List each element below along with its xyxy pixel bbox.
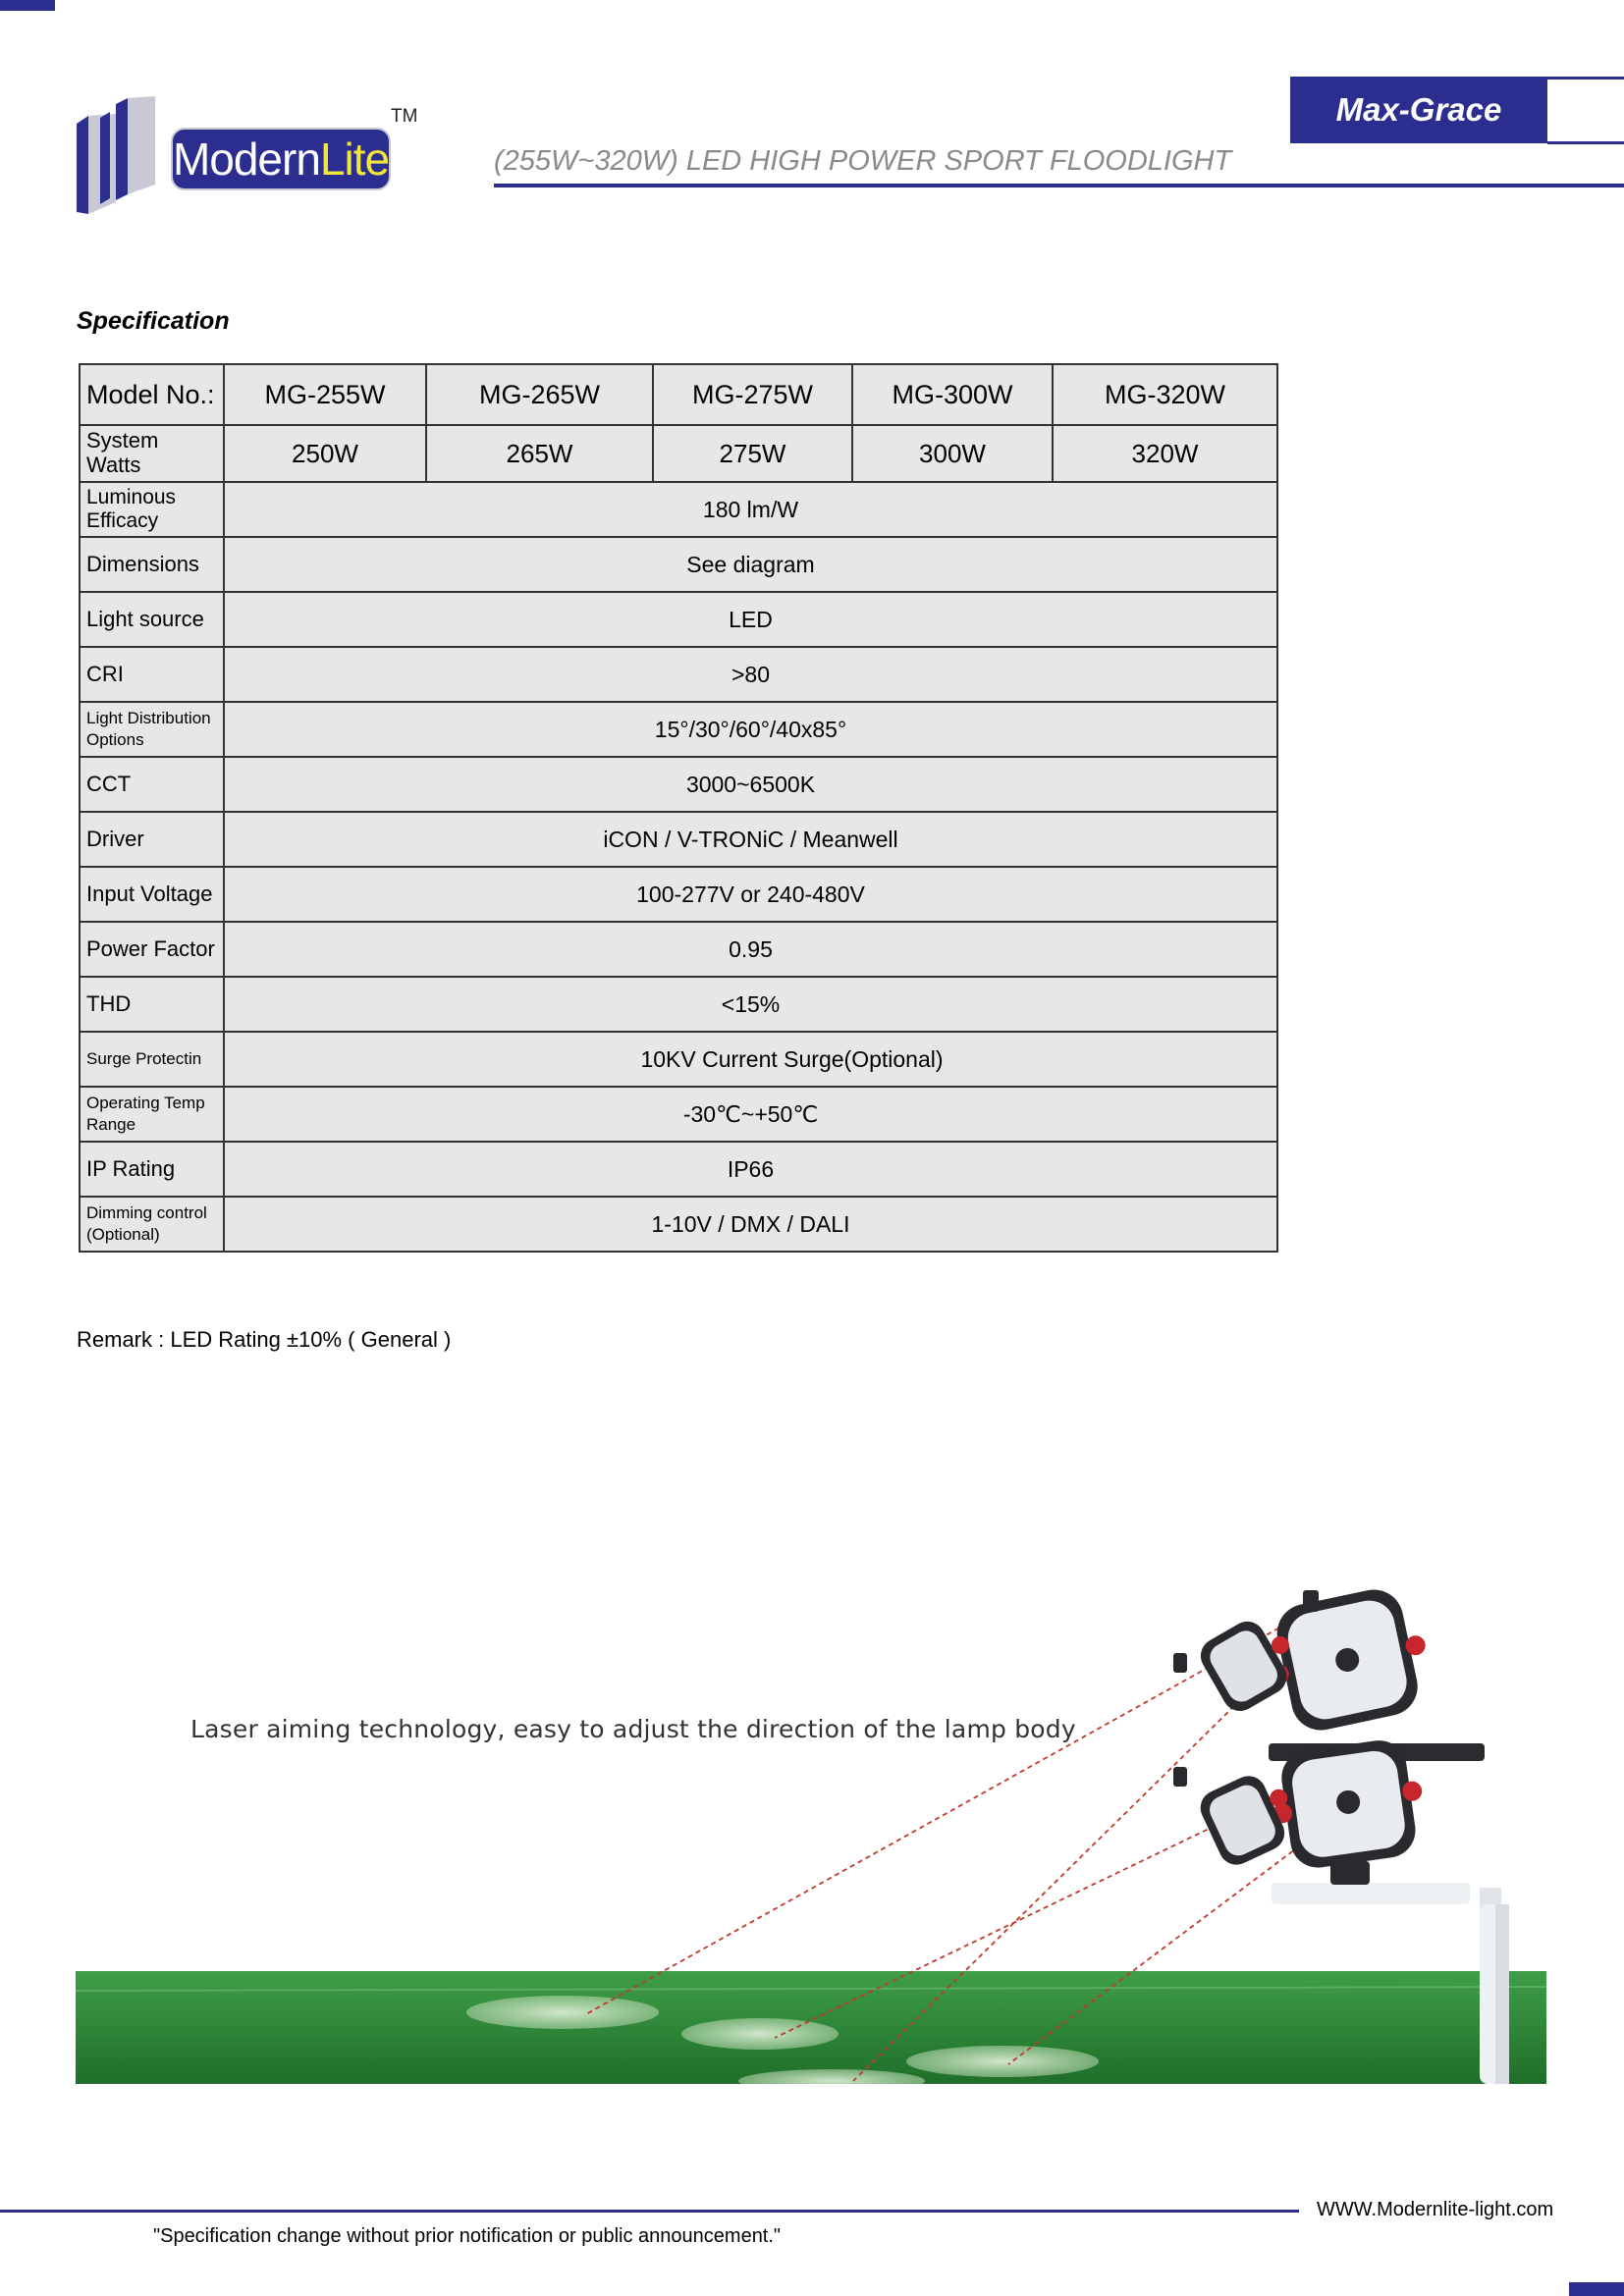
row-label-watts: System Watts [80,425,224,482]
row-value: 180 lm/W [224,482,1277,537]
brand-rule-bottom [1547,141,1624,144]
logo-word-lite: Lite [319,133,390,185]
row-value: 3000~6500K [224,757,1277,812]
row-label: CRI [80,647,224,702]
table-row [80,1142,1277,1197]
row-value: 15°/30°/60°/40x85° [224,702,1277,757]
logo-trademark: TM [391,106,418,127]
model-cell: MG-320W [1053,364,1277,425]
table-row-model [80,364,1277,425]
brand-rule-top [1547,77,1624,80]
row-value: IP66 [224,1142,1277,1197]
footer-rule [0,2210,1299,2213]
table-row [80,977,1277,1032]
floodlight-upper-large [1256,1581,1437,1739]
row-label: Surge Protectin [80,1032,224,1087]
logo-mark-icon [77,96,185,219]
row-value: LED [224,592,1277,647]
row-label: Luminous Efficacy [80,482,224,537]
logo-wordmark [171,128,391,190]
row-label: Operating Temp Range [80,1087,224,1142]
product-title: (255W~320W) LED HIGH POWER SPORT FLOODLIGHT [494,145,1232,177]
watts-cell: 320W [1053,425,1277,482]
table-row [80,1087,1277,1142]
table-row [80,537,1277,592]
table-row [80,757,1277,812]
row-value: 10KV Current Surge(Optional) [224,1032,1277,1087]
laser-aiming-illustration [76,1569,1546,2084]
row-label: Light source [80,592,224,647]
brand-label: Max-Grace [1290,77,1547,143]
corner-accent-bottom [1569,2282,1624,2296]
row-value: 0.95 [224,922,1277,977]
website-url[interactable]: WWW.Modernlite-light.com [1317,2199,1554,2220]
row-label: IP Rating [80,1142,224,1197]
remark-text: Remark : LED Rating ±10% ( General ) [77,1327,452,1352]
table-row [80,702,1277,757]
row-label: Driver [80,812,224,867]
lamp-base [1330,1861,1370,1885]
row-value: 1-10V / DMX / DALI [224,1197,1277,1252]
row-value: 100-277V or 240-480V [224,867,1277,922]
table-row [80,922,1277,977]
watts-cell: 265W [426,425,653,482]
row-label: Light Distribution Options [80,702,224,757]
table-row [80,592,1277,647]
watts-cell: 275W [653,425,852,482]
row-value: -30℃~+50℃ [224,1087,1277,1142]
model-cell: MG-265W [426,364,653,425]
corner-accent-top [0,0,55,11]
table-row [80,1032,1277,1087]
table-row-watts [80,425,1277,482]
watts-cell: 250W [224,425,426,482]
table-row [80,1197,1277,1252]
watts-cell: 300W [852,425,1053,482]
logo-word-modern: Modern [172,133,320,185]
row-label-model: Model No.: [80,364,224,425]
model-cell: MG-300W [852,364,1053,425]
table-row [80,482,1277,537]
table-row [80,647,1277,702]
section-title: Specification [77,307,230,335]
specification-table [79,363,1278,1253]
header-rule [494,184,1624,187]
illustration-caption: Laser aiming technology, easy to adjust the direction of the lamp body [190,1715,1076,1743]
table-row [80,867,1277,922]
row-value: iCON / V-TRONiC / Meanwell [224,812,1277,867]
row-label: Dimensions [80,537,224,592]
row-value: >80 [224,647,1277,702]
row-value: <15% [224,977,1277,1032]
row-label: Input Voltage [80,867,224,922]
modernlite-logo [77,96,420,219]
row-label: Power Factor [80,922,224,977]
model-cell: MG-275W [653,364,852,425]
model-cell: MG-255W [224,364,426,425]
row-value: See diagram [224,537,1277,592]
table-row [80,812,1277,867]
row-label: THD [80,977,224,1032]
row-label: CCT [80,757,224,812]
disclaimer-note: "Specification change without prior notification or public announcement." [153,2225,782,2247]
row-label: Dimming control (Optional) [80,1197,224,1252]
